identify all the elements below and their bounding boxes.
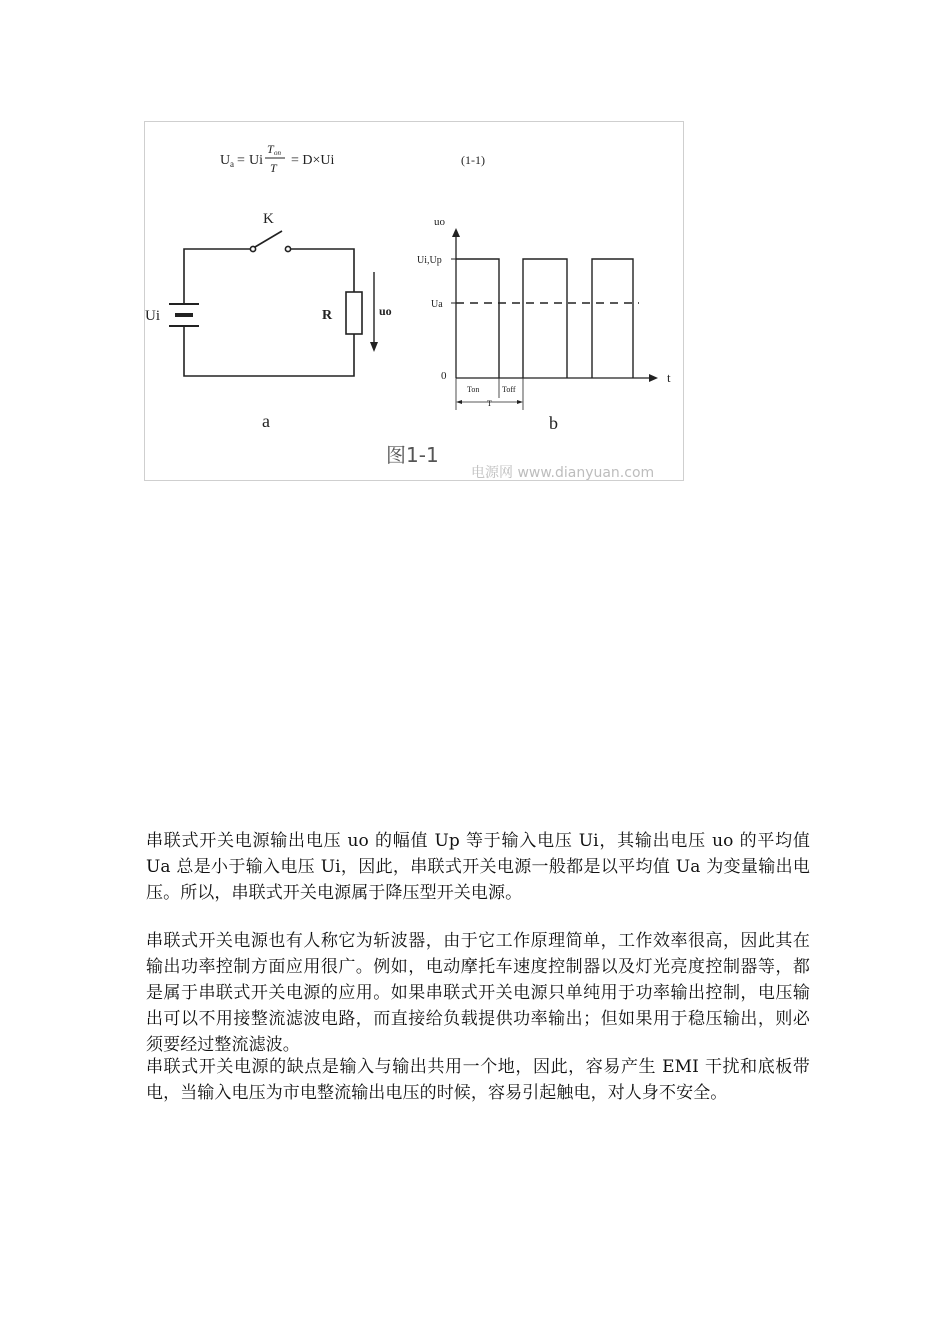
period-arrow-left (456, 400, 462, 404)
wire-top-left (184, 249, 251, 298)
x-axis-arrow (649, 374, 658, 382)
formula-lhs: U (220, 153, 231, 168)
source-label: Ui (145, 308, 160, 324)
formula-denominator: T (270, 161, 277, 175)
figure-title: 图1-1 (386, 443, 439, 467)
caption-b: b (549, 413, 558, 433)
resistor (346, 292, 362, 334)
formula-eq: = (237, 153, 245, 168)
switch-label: K (263, 211, 274, 227)
y-axis-arrow (452, 228, 460, 237)
average-level-label: Ua (431, 299, 443, 310)
ton-label: Ton (467, 385, 480, 394)
y-axis-label: uo (434, 216, 445, 228)
resistor-label: R (322, 308, 333, 323)
wire-top-right (291, 249, 354, 292)
paragraph-2: 串联式开关电源也有人称它为斩波器，由于它工作原理简单，工作效率很高，因此其在输出功率控制方面应用很广。例如，电动摩托车速度控制器以及灯光亮度控制器等，都是属于串联式开关电源的应用。如果串联式开关电源只单纯用于功率输出控制，电压输出可以不用接整流滤波电路，而直接给负载提供功率输出；但如果用于稳压输出，则必须要经过整流滤波。 (146, 931, 810, 1055)
formula-lhs-sub: a (230, 159, 234, 169)
wire-bottom (184, 333, 354, 376)
period-arrow-right (517, 400, 523, 404)
period-label: T (487, 399, 492, 408)
formula-ui: Ui (249, 153, 263, 168)
paragraph-1: 串联式开关电源输出电压 uo 的幅值 Up 等于输入电压 Ui，其输出电压 uo 的平均值 Ua 总是小于输入电压 Ui，因此，串联式开关电源一般都是以平均值 Ua 为变量输出电压。所以，串联式开关电源属于降压型开关电源。 (146, 831, 810, 903)
circuit-a (169, 231, 378, 376)
output-label: uo (379, 304, 392, 318)
pulse-3 (592, 259, 633, 378)
paragraph-3: 串联式开关电源的缺点是输入与输出共用一个地，因此，容易产生 EMI 干扰和底板带电，当输入电压为市电整流输出电压的时候，容易引起触电，对人身不安全。 (146, 1057, 810, 1103)
formula-numerator-sub: on (274, 149, 281, 157)
formula-number: (1-1) (461, 153, 485, 167)
watermark: 电源网 www.dianyuan.com (471, 465, 655, 481)
formula (220, 142, 485, 175)
zero-label: 0 (441, 370, 447, 382)
high-level-label: Ui,Up (417, 255, 442, 266)
formula-rhs: = D×Ui (291, 153, 335, 168)
pulse-2 (523, 259, 567, 378)
toff-label: Toff (502, 385, 516, 394)
output-arrow-head (370, 342, 378, 352)
waveform-b (451, 228, 658, 410)
formula-numerator: T (267, 142, 274, 156)
switch-contact-right (285, 246, 290, 251)
pulse-1 (456, 259, 499, 378)
circuit-and-waveform-diagram (145, 122, 685, 482)
switch-contact-left (250, 246, 255, 251)
caption-a: a (262, 411, 270, 431)
figure-1-1 (144, 121, 684, 481)
switch-blade (255, 231, 282, 247)
x-axis-label: t (667, 370, 671, 385)
